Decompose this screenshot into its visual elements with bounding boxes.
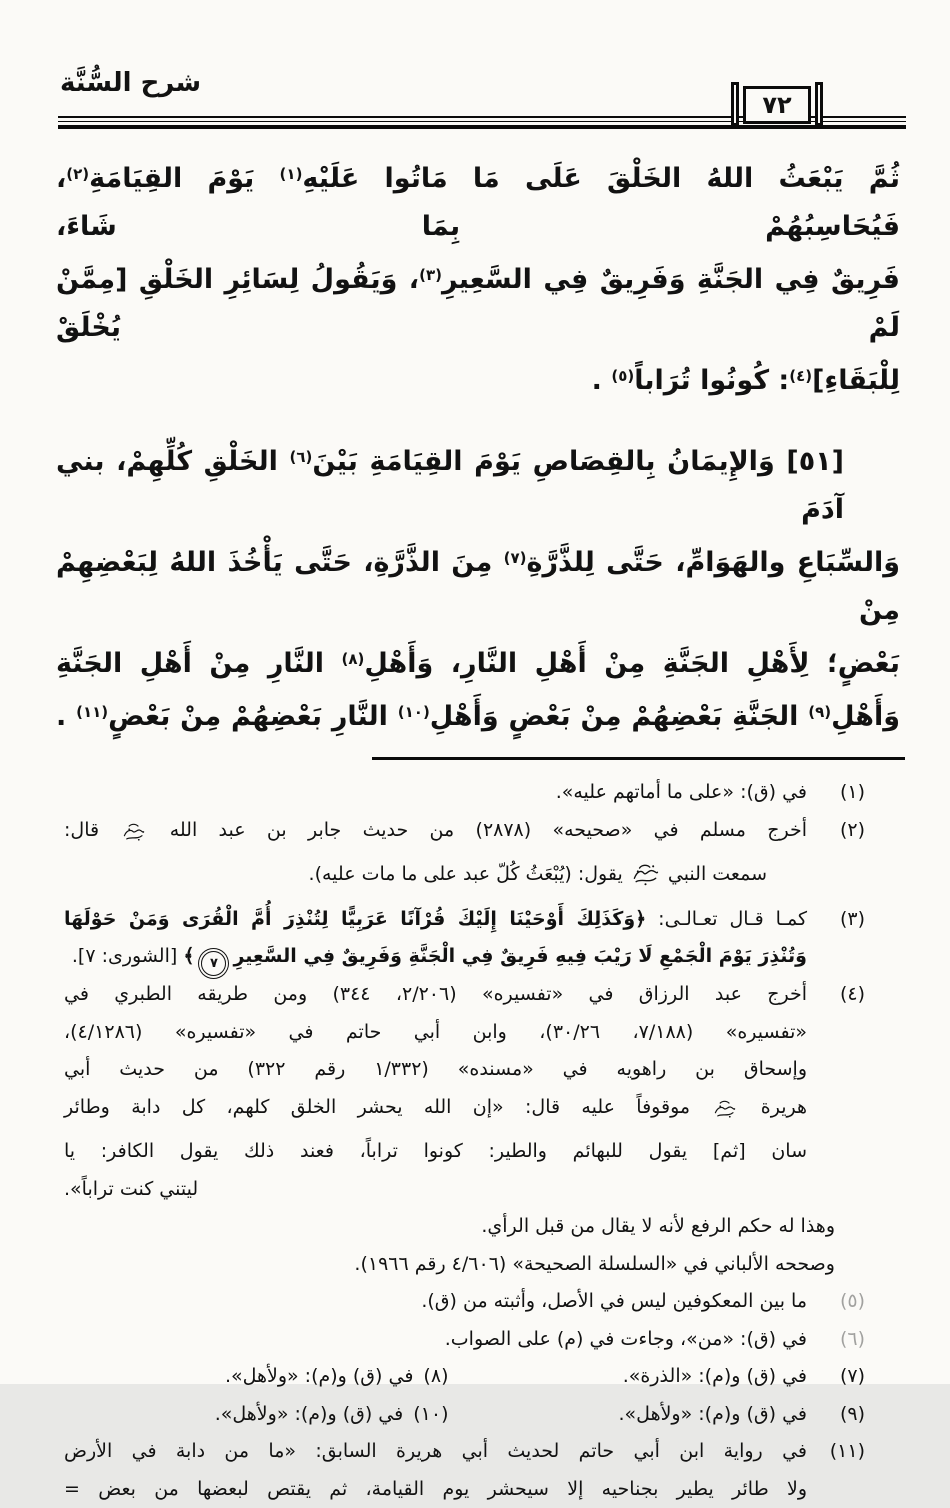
text-run: النَّارِ مِنْ أَهْلِ الجَنَّةِ xyxy=(56,648,342,679)
footnote-ref-marker: (٨) xyxy=(342,650,365,668)
footnote-line xyxy=(64,812,807,857)
footnote-ref-marker: (٣) xyxy=(419,266,442,284)
text-run: في رواية ابن أبي حاتم لحديث أبي هريرة السابق: «ما من دابة في الأرض xyxy=(64,1440,807,1462)
text-run: موقوفاً عليه قال: «إن الله يحشر الخلق كلهم، كل دابة وطائر xyxy=(64,1096,711,1118)
main-text-line xyxy=(56,635,900,688)
text-run: «تفسيره» (٧/١٨٨، ٣٠/٢٦)، وابن أبي حاتم في «تفسيره» (٤/١٢٨٦)، xyxy=(64,1021,807,1043)
page-header xyxy=(0,0,950,150)
footnote-item xyxy=(64,812,865,901)
footnote-ref-marker: (٦) xyxy=(290,448,313,466)
text-run: سمعت النبي xyxy=(662,863,767,885)
footnote-line xyxy=(64,856,807,901)
footnote-item xyxy=(64,1396,448,1434)
text-run: فَرِيقٌ فِي الجَنَّةِ وَفَرِيقٌ فِي السَّعِيرِ xyxy=(442,264,900,295)
text-run: [٥١] وَالإِيمَانُ بِالقِصَاصِ يَوْمَ القِيَامَةِ بَيْنَ xyxy=(312,446,844,477)
radi-allahu-anhu-honorific-icon xyxy=(122,819,146,857)
footnote-body xyxy=(64,976,807,1208)
footnotes xyxy=(0,774,950,1508)
book-title: شرح السُّنَّة xyxy=(60,68,201,98)
text-run: وَأَهْلِ xyxy=(831,701,900,732)
text-run: وهذا له حكم الرفع لأنه لا يقال من قبل الرأي. xyxy=(481,1215,835,1237)
header-rule-bottom xyxy=(58,125,906,129)
footnote-body xyxy=(64,1433,807,1508)
footnote-body xyxy=(64,1321,807,1359)
footnote-ref-marker: (٥) xyxy=(611,367,634,385)
text-run: كمـا قـال تعـالـى: xyxy=(646,908,807,930)
footnote-ref-marker: (٤) xyxy=(789,367,812,385)
footnote-item xyxy=(64,774,865,812)
footnote-line xyxy=(64,901,807,939)
footnote-text: في (ق) و(م): «ولأهل». xyxy=(64,1358,413,1396)
footnote-number: (٤) xyxy=(807,976,865,1208)
text-run: وَالسِّبَاعِ والهَوَامِّ، حَتَّى لِلذَّرَّةِ xyxy=(527,547,901,578)
text-run: النَّارِ بَعْضِهُمْ مِنْ بَعْضٍ xyxy=(108,701,398,732)
text-run: ، وَيَقُولُ لِسَائِرِ الخَلْقِ [مِمَّنْ لَمْ يُخْلَقْ xyxy=(56,264,900,343)
text-run: ، فَيُحَاسِبُهُمْ بِمَا شَاءَ، xyxy=(56,163,900,242)
footnote-ref-marker: (٩) xyxy=(808,703,831,721)
text-run: يَوْمَ القِيَامَةِ xyxy=(89,163,279,194)
page-number: ٧٢ xyxy=(762,91,791,119)
text-run: سان [ثم] يقول للبهائم والطير: كونوا تراباً، فعند ذلك يقول الكافر: يا xyxy=(64,1140,807,1162)
quran-text-run: ﴿وَكَذَلِكَ أَوْحَيْنَا إِلَيْكَ قُرْآنًا عَرَبِيًّا لِتُنْذِرَ أُمَّ الْقُرَى وَمَنْ حَوْلَهَا xyxy=(64,908,646,930)
footnote-number: (٢) xyxy=(807,812,865,901)
footnote-line xyxy=(64,1471,807,1508)
main-text-line xyxy=(56,688,900,741)
text-run: ما بين المعكوفين ليس في الأصل، وأثبته من (ق). xyxy=(421,1290,807,1312)
footnote-body xyxy=(64,812,807,901)
footnote-body xyxy=(64,774,807,812)
main-text-line xyxy=(56,534,900,635)
text-run: ليتني كنت تراباً». xyxy=(64,1178,198,1200)
footnote-text: في (ق) و(م): «ولأهل». xyxy=(64,1396,403,1434)
text-run: الجَنَّةِ بَعْضِهُمْ مِنْ بَعْضٍ وَأَهْلِ xyxy=(430,701,808,732)
footnote-line xyxy=(64,938,807,976)
text-run: وصححه الألباني في «السلسلة الصحيحة» (٤/٦٠٦ رقم ١٩٦٦). xyxy=(354,1253,835,1275)
sallallahu-alayhi-wasallam-honorific-icon xyxy=(631,861,660,901)
main-text-line xyxy=(56,352,900,405)
footnote-item xyxy=(64,1321,865,1359)
text-run: أخرج عبد الرزاق في «تفسيره» (٢/٢٠٦، ٣٤٤) ومن طريقه الطبري في xyxy=(64,983,807,1005)
matn-paragraph xyxy=(56,150,900,405)
text-run: أخرج مسلم في «صحيحه» (٢٨٧٨) من حديث جابر بن عبد الله xyxy=(148,819,807,841)
radi-allahu-anhu-honorific-icon xyxy=(713,1096,737,1134)
text-run: مِنَ الذَّرَّةِ، حَتَّى يَأْخُذَ اللهُ لِبَعْضِهِمْ مِنْ xyxy=(56,547,900,626)
footnote-item xyxy=(64,976,865,1208)
ayah-number-marker: ٧ xyxy=(201,951,226,976)
text-run: هريرة xyxy=(739,1096,807,1118)
footnote-number: (٦) xyxy=(807,1321,865,1359)
footnote-ref-marker: (١) xyxy=(280,165,303,183)
text-run: الخَلْقِ كُلِّهِمْ، بني آدَمَ xyxy=(56,446,844,525)
footnote-extra-line xyxy=(64,1246,865,1284)
text-run: في (ق): «من»، وجاءت في (م) على الصواب. xyxy=(445,1328,807,1350)
footnote-text: في (ق) و(م): «الذرة». xyxy=(448,1358,807,1396)
text-run: : كُونُوا تُرَاباً xyxy=(634,365,789,396)
footnote-line xyxy=(64,1133,807,1171)
footnote-number: (٥) xyxy=(807,1283,865,1321)
footnote-body xyxy=(64,1283,807,1321)
main-text-line xyxy=(56,251,900,352)
footnote-number: (١) xyxy=(807,774,865,812)
footnote-number: (٧) xyxy=(807,1358,865,1396)
footnote-line xyxy=(64,1089,807,1134)
main-text-line xyxy=(56,433,900,534)
text-run: بَعْضٍ؛ لِأَهْلِ الجَنَّةِ مِنْ أَهْلِ النَّارِ، وَأَهْلِ xyxy=(364,648,900,679)
text-run: ولا طائر يطير بجناحيه إلا سيحشر يوم القيامة، ثم يقتص لبعضها من بعض = xyxy=(64,1478,807,1500)
footnote-extra-line xyxy=(64,1208,865,1246)
footnote-line xyxy=(64,774,807,812)
footnote-line xyxy=(64,1321,807,1359)
page-number-box xyxy=(743,86,811,124)
footnote-body xyxy=(64,901,807,977)
footnote-number: (٨) xyxy=(413,1358,448,1396)
footnote-item xyxy=(448,1358,865,1396)
text-run: وإسحاق بن راهويه في «مسنده» (١/٣٣٢ رقم ٣٢٢) من حديث أبي xyxy=(64,1058,807,1080)
footnote-item xyxy=(64,901,865,977)
text-run: في (ق): «على ما أماتهم عليه». xyxy=(556,781,807,803)
text-run: ثُمَّ يَبْعَثُ اللهُ الخَلْقَ عَلَى مَا مَاتُوا عَلَيْهِ xyxy=(302,163,900,194)
footnote-divider xyxy=(372,757,905,760)
footnote-item xyxy=(64,1358,448,1396)
footnote-text: في (ق) و(م): «ولأهل». xyxy=(448,1396,807,1434)
footnote-number: (٩) xyxy=(807,1396,865,1434)
footnote-ref-marker: (١١) xyxy=(76,703,108,721)
matn-paragraph xyxy=(56,433,900,741)
text-run: . xyxy=(56,701,76,732)
footnote-number: (١٠) xyxy=(403,1396,448,1434)
footnote-line xyxy=(64,1014,807,1052)
quran-text-run: ﴾ xyxy=(183,945,194,967)
footnote-ref-marker: (٢) xyxy=(66,165,89,183)
text-run: لِلْبَقَاءِ] xyxy=(812,365,900,396)
footnote-number: (١١) xyxy=(807,1433,865,1508)
main-text xyxy=(0,150,950,741)
footnote-ref-marker: (١٠) xyxy=(398,703,430,721)
footnote-line xyxy=(64,976,807,1014)
text-run: يقول: (يُبْعَثُ كُلّ عبد على ما مات عليه). xyxy=(309,863,629,885)
footnote-pair-row xyxy=(64,1396,865,1434)
page-number-ornament-bar xyxy=(731,82,739,126)
footnote-number: (٣) xyxy=(807,901,865,977)
footnote-line xyxy=(64,1051,807,1089)
footnote-pair-row xyxy=(64,1358,865,1396)
footnote-ref-marker: (٧) xyxy=(504,549,527,567)
footnote-line xyxy=(64,1433,807,1471)
quran-text-run: وَتُنْذِرَ يَوْمَ الْجَمْعِ لَا رَيْبَ فِيهِ فَرِيقٌ فِي الْجَنَّةِ وَفَرِيقٌ فِي السَّعِيرِ xyxy=(233,945,807,967)
footnote-line xyxy=(64,1171,807,1209)
text-run: [الشورى: ٧]. xyxy=(72,945,183,967)
page-number-ornament-bar xyxy=(815,82,823,126)
text-run: قال: xyxy=(64,819,120,841)
main-text-line xyxy=(56,150,900,251)
footnote-item xyxy=(64,1433,865,1508)
footnote-line xyxy=(64,1283,807,1321)
text-run: . xyxy=(592,365,612,396)
footnote-item xyxy=(448,1396,865,1434)
footnote-item xyxy=(64,1283,865,1321)
